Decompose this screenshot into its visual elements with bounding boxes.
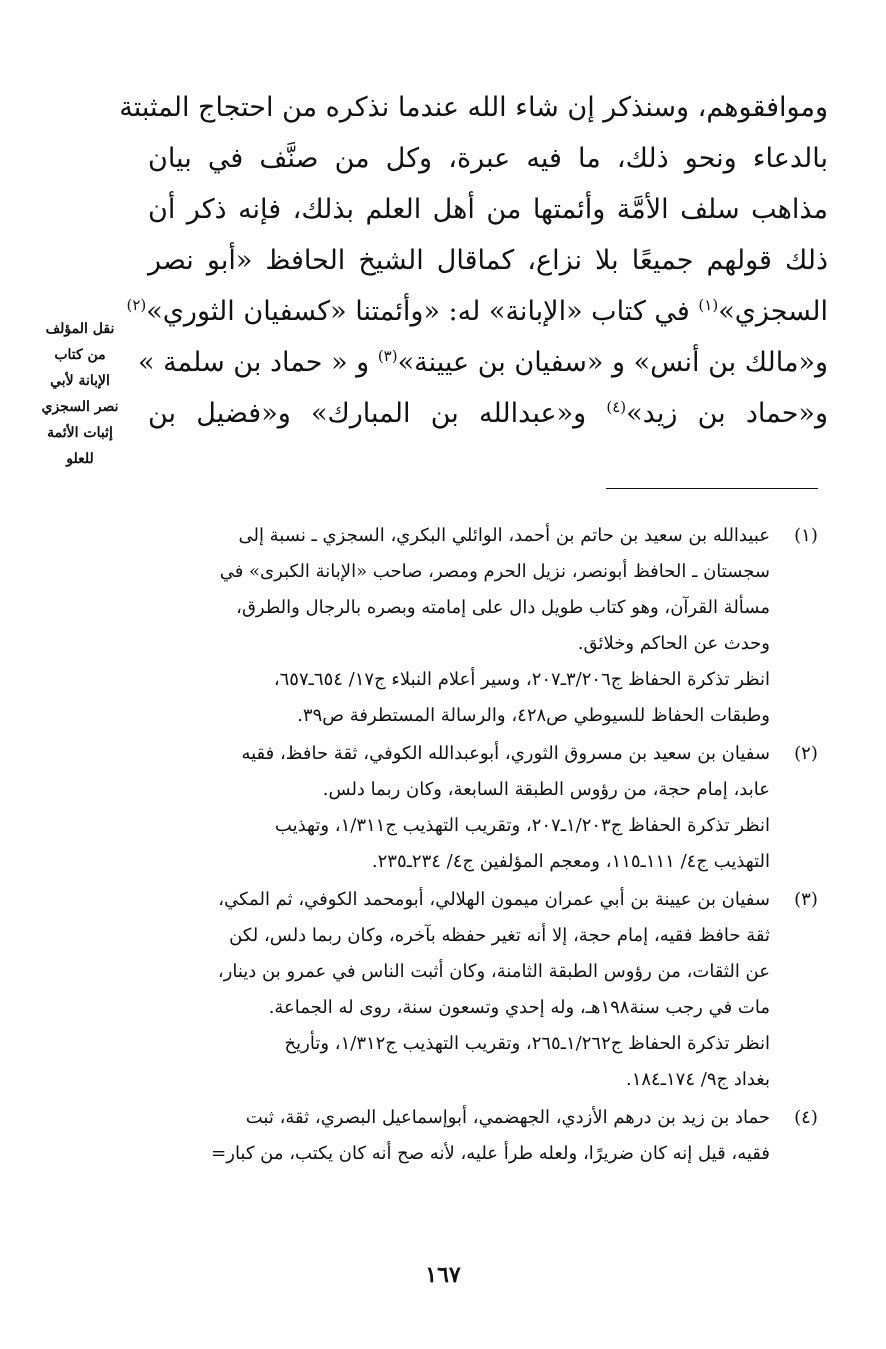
footnote-number: (٤) [794,1107,818,1128]
margin-note-line: نقل المؤلف [45,321,115,337]
footnote-line: عبيدالله بن سعيد بن حاتم بن أحمد، الوائلي البكري، السجزي ـ نسبة إلى [238,525,770,546]
footnote-line: وحدث عن الحاكم وخلائق. [577,633,770,654]
footnote-line: سفيان بن سعيد بن مسروق الثوري، أبوعبدالله الكوفي، ثقة حافظ، فقيه [241,743,770,764]
margin-note-line: الإبانة لأبي [50,373,110,389]
margin-note-line: إثبات الأئمة [47,425,113,441]
footnote-line: التهذيب ج٤/ ١١١ـ١١٥، ومعجم المؤلفين ج٤/ ٢٣٤ـ٢٣٥. [371,851,770,872]
main-line-3: مذاهب سلف الأمَّة وأئمتها من أهل العلم بذلك، فإنه ذكر أن [148,194,828,225]
footnote-1 [148,518,828,734]
margin-note-line: نصر السجزي [41,399,119,415]
main-line-6-part-a: و«مالك بن أنس» و «سفيان بن عيينة» [397,347,828,378]
footnote-ref-4: (٤) [606,398,627,416]
margin-note-line: من كتاب [54,347,106,363]
footnote-4 [148,1100,828,1172]
footnote-line: فقيه، قيل إنه كان ضريرًا، ولعله طرأ عليه، لأنه صح أنه كان يكتب، من كبار= [211,1143,770,1164]
main-line-4: ذلك قولهم جميعًا بلا نزاع، كماقال الشيخ الحافظ «أبو نصر [148,245,828,276]
footnote-line: عن الثقات، من رؤوس الطبقة الثامنة، وكان أثبت الناس في عمرو بن دينار، [217,961,770,982]
footnote-line: انظر تذكرة الحفاظ ج١/٢٦٢ـ٢٦٥، وتقريب التهذيب ج١/٣١٢، وتأريخ [284,1033,770,1054]
footnote-2 [148,736,828,880]
footnote-line: عابد، إمام حجة، من رؤوس الطبقة السابعة، وكان ربما دلس. [322,779,770,800]
footnote-number: (٢) [794,743,818,764]
margin-note-line: للعلو [66,451,94,467]
main-line-7-part-b: و«عبدالله بن المبارك» و«فضيل بن [148,398,607,429]
main-line-7-part-a: و«حماد بن زيد» [626,398,828,429]
footnote-line: سفيان بن عيينة بن أبي عمران ميمون الهلالي، أبومحمد الكوفي، ثم المكي، [218,889,770,910]
footnote-line: سجستان ـ الحافظ أبونصر، نزيل الحرم ومصر، صاحب «الإبانة الكبرى» في [219,561,770,582]
main-line-5 [126,286,828,337]
margin-note [40,316,120,472]
footnote-line: ثقة حافظ فقيه، إمام حجة، إلا أنه تغير حفظه بآخره، وكان ربما دلس، لكن [229,925,770,946]
footnote-line: حماد بن زيد بن درهم الأزدي، الجهضمي، أبوإسماعيل البصري، ثقة، ثبت [245,1107,770,1128]
footnote-ref-3: (٣) [377,347,398,365]
footnotes [148,518,828,1174]
main-line-2: بالدعاء ونحو ذلك، ما فيه عبرة، وكل من صنَّف في بيان [148,143,828,174]
main-line-1: وموافقوهم، وسنذكر إن شاء الله عندما نذكره من احتجاج المثبتة [119,92,828,123]
main-line-6 [137,337,828,388]
footnote-ref-2: (٢) [126,296,147,314]
footnote-line: مسألة القرآن، وهو كتاب طويل دال على إمامته وبصره بالرجال والطرق، [236,597,770,618]
footnote-3 [148,882,828,1098]
footnote-number: (٣) [794,889,818,910]
main-line-6-part-b: و « حماد بن سلمة » [137,347,378,378]
footnote-line: انظر تذكرة الحفاظ ج٣/٢٠٦ـ٢٠٧، وسير أعلام النبلاء ج١٧/ ٦٥٤ـ٦٥٧، [273,669,770,690]
footnote-line: وطبقات الحفاظ للسيوطي ص٤٢٨، والرسالة المستطرفة ص٣٩. [297,705,770,726]
footnote-ref-1: (١) [698,296,719,314]
main-line-5-part-a: السجزي» [718,296,828,327]
footnote-line: بغداد ج٩/ ١٧٤ـ١٨٤. [625,1069,770,1090]
footnote-line: انظر تذكرة الحفاظ ج١/٢٠٣ـ٢٠٧، وتقريب التهذيب ج١/٣١١، وتهذيب [274,815,770,836]
main-text [119,82,828,439]
page-number: ١٦٧ [425,1262,461,1288]
main-line-5-part-b: في كتاب «الإبانة» له: «وأئمتنا «كسفيان الثوري» [146,296,699,327]
footnote-separator [606,488,818,489]
main-line-7 [148,388,828,439]
footnote-number: (١) [794,525,818,546]
footnote-line: مات في رجب سنة١٩٨هـ، وله إحدي وتسعون سنة، روى له الجماعة. [268,997,770,1018]
